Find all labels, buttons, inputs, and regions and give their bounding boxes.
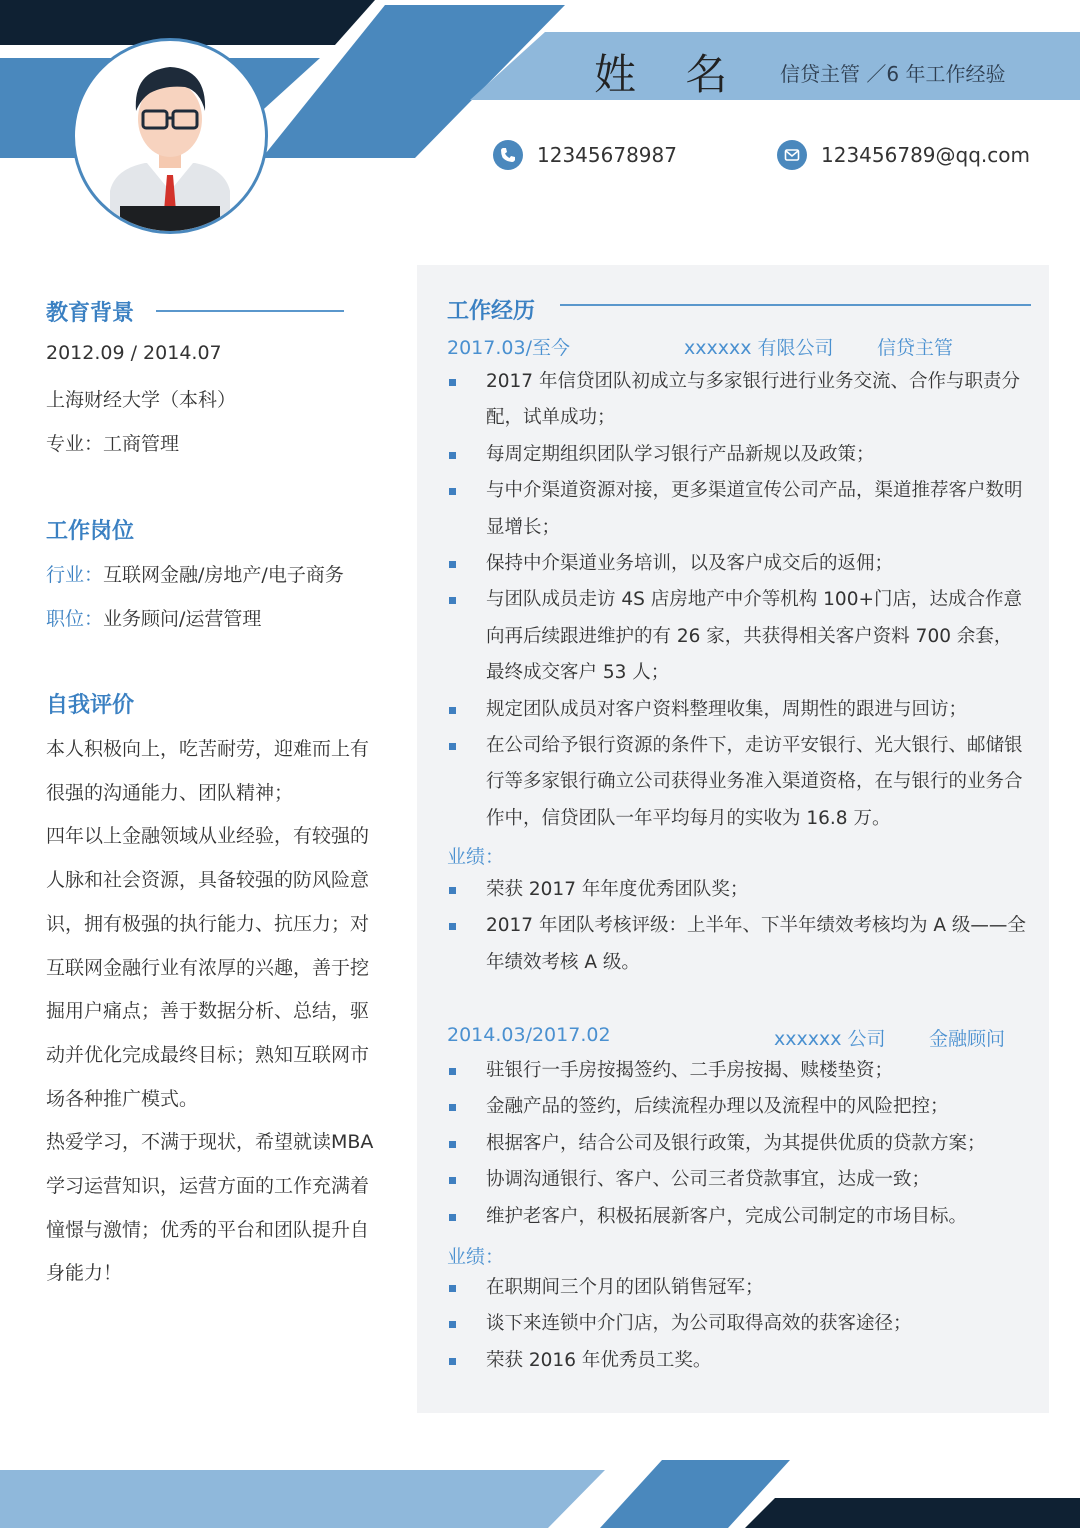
bullet-icon xyxy=(449,1285,456,1292)
education-heading: 教育背景 xyxy=(46,301,135,326)
self-eval-paragraph: 四年以上金融领域从业经验，有较强的人脉和社会资源，具备较强的防风险意识，拥有极强的执行能力、抗压力；对互联网金融行业有浓厚的兴趣，善于挖掘用户痛点；善于数据分析、总结，驱动并优化完成最终目标；熟知互联网市场各种推广模式。 xyxy=(46,825,370,1110)
bullet-icon xyxy=(449,1068,456,1075)
performance-label: 业绩： xyxy=(447,1246,505,1268)
bullet-icon xyxy=(449,1104,456,1111)
bullet-icon xyxy=(449,452,456,459)
list-item: 荣获 2016 年优秀员工奖。 xyxy=(447,1343,1027,1379)
footer-decoration xyxy=(0,1460,1080,1528)
job-role: 金融顾问 xyxy=(929,1028,1006,1050)
bullet-icon xyxy=(449,1321,456,1328)
avatar xyxy=(72,38,268,234)
industry-line xyxy=(46,560,344,587)
job-role: 信贷主管 xyxy=(877,337,954,359)
job-label: 职位： xyxy=(46,608,104,630)
list-item: 与团队成员走访 4S 店房地产中介等机构 100+门店，达成合作意向再后续跟进维护的有 26 家，共获得相关客户资料 700 余套，最终成交客户 53 人； xyxy=(447,582,1027,691)
bullet-icon xyxy=(449,597,456,604)
self-eval-paragraph: 热爱学习，不满于现状，希望就读MBA 学习运营知识，运营方面的工作充满着憧憬与激情；优秀的平台和团队提升自身能力！ xyxy=(46,1131,374,1285)
bullet-icon xyxy=(449,1214,456,1221)
list-item: 谈下来连锁中介门店，为公司取得高效的获客途径； xyxy=(447,1306,1027,1342)
job-duties-list xyxy=(447,1053,1027,1235)
job-duties-list xyxy=(447,364,1027,837)
bullet-icon xyxy=(449,923,456,930)
job-period: 2017.03/至今 xyxy=(447,337,570,359)
email-contact xyxy=(777,140,1030,170)
education-divider xyxy=(156,310,344,312)
job-line xyxy=(46,604,261,631)
bullet-icon xyxy=(449,743,456,750)
job-period: 2014.03/2017.02 xyxy=(447,1024,611,1046)
work-heading: 工作经历 xyxy=(447,299,536,324)
list-item: 维护老客户，积极拓展新客户，完成公司制定的市场目标。 xyxy=(447,1199,1027,1235)
position-heading: 工作岗位 xyxy=(46,519,135,544)
list-item: 2017 年信贷团队初成立与多家银行进行业务交流、合作与职责分配，试单成功； xyxy=(447,364,1027,437)
performance-label: 业绩： xyxy=(447,846,505,868)
mail-icon xyxy=(777,140,807,170)
bullet-icon xyxy=(449,488,456,495)
performance-list xyxy=(447,872,1027,981)
self-eval-paragraph: 本人积极向上，吃苦耐劳，迎难而上有很强的沟通能力、团队精神； xyxy=(46,738,370,804)
industry-label: 行业： xyxy=(46,564,104,586)
list-item: 荣获 2017 年年度优秀团队奖； xyxy=(447,872,1027,908)
list-item: 根据客户，结合公司及银行政策，为其提供优质的贷款方案； xyxy=(447,1126,1027,1162)
man-with-glasses-avatar-icon xyxy=(75,41,265,231)
list-item: 在公司给予银行资源的条件下，走访平安银行、光大银行、邮储银行等多家银行确立公司获得业务准入渠道资格，在与银行的业务合作中，信贷团队一年平均每月的实收为 16.8 万。 xyxy=(447,728,1027,837)
bullet-icon xyxy=(449,561,456,568)
list-item: 保持中介渠道业务培训，以及客户成交后的返佣； xyxy=(447,546,1027,582)
list-item: 驻银行一手房按揭签约、二手房按揭、赎楼垫资； xyxy=(447,1053,1027,1089)
list-item: 金融产品的签约，后续流程办理以及流程中的风险把控； xyxy=(447,1089,1027,1125)
list-item: 规定团队成员对客户资料整理收集，周期性的跟进与回访； xyxy=(447,692,1027,728)
bullet-icon xyxy=(449,1177,456,1184)
job-company: xxxxxx 公司 xyxy=(774,1028,886,1050)
list-item: 每周定期组织团队学习银行产品新规以及政策； xyxy=(447,437,1027,473)
phone-icon xyxy=(493,140,523,170)
job-title-experience: 信贷主管 ／6 年工作经验 xyxy=(780,62,1006,86)
list-item: 协调沟通银行、客户、公司三者贷款事宜，达成一致； xyxy=(447,1162,1027,1198)
education-major: 专业：工商管理 xyxy=(46,433,180,455)
job-value: 业务顾问/运营管理 xyxy=(103,608,262,630)
education-school: 上海财经大学（本科） xyxy=(46,389,237,411)
bullet-icon xyxy=(449,887,456,894)
bullet-icon xyxy=(449,1141,456,1148)
education-period: 2012.09 / 2014.07 xyxy=(46,342,222,364)
phone-contact xyxy=(493,140,677,170)
work-divider xyxy=(560,304,1031,306)
industry-value: 互联网金融/房地产/电子商务 xyxy=(103,564,344,586)
self-eval-heading: 自我评价 xyxy=(46,693,135,718)
self-eval-body xyxy=(46,728,376,1296)
list-item: 与中介渠道资源对接，更多渠道宣传公司产品，渠道推荐客户数明显增长； xyxy=(447,473,1027,546)
bullet-icon xyxy=(449,379,456,386)
list-item: 在职期间三个月的团队销售冠军； xyxy=(447,1270,1027,1306)
person-name: 姓 名 xyxy=(594,50,746,99)
phone-number: 12345678987 xyxy=(537,143,677,167)
performance-list xyxy=(447,1270,1027,1379)
list-item: 2017 年团队考核评级：上半年、下半年绩效考核均为 A 级——全年绩效考核 A 级。 xyxy=(447,908,1027,981)
job-company: xxxxxx 有限公司 xyxy=(684,337,834,359)
bullet-icon xyxy=(449,1358,456,1365)
email-address: 123456789@qq.com xyxy=(821,143,1030,167)
bullet-icon xyxy=(449,707,456,714)
